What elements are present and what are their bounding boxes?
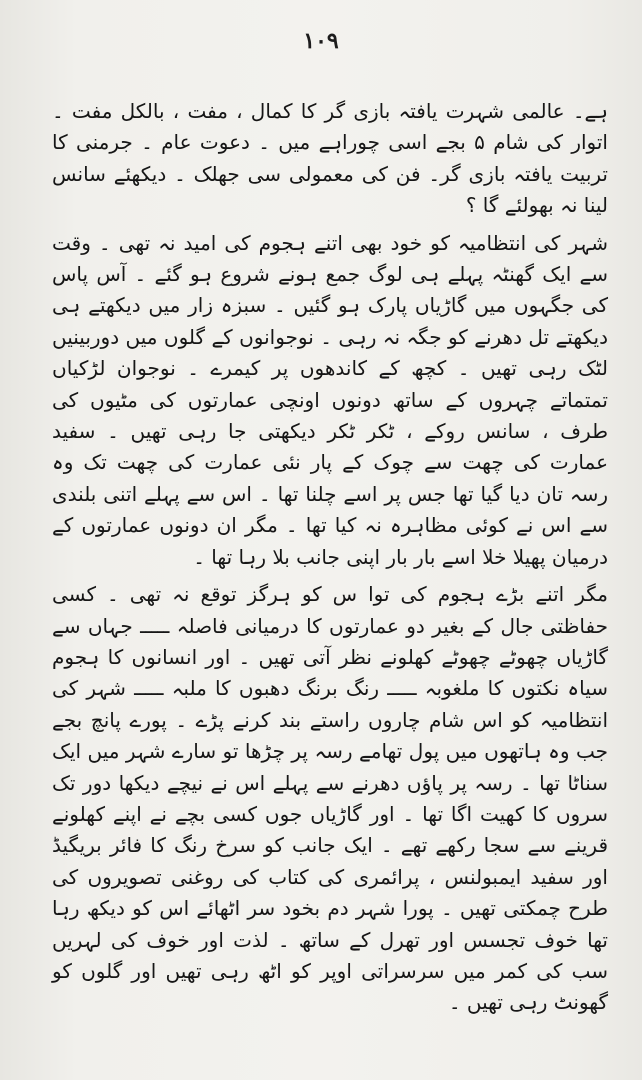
paragraph-1: ہے۔ عالمی شہرت یافتہ بازی گر کا کمال ، مفت ، بالکل مفت ۔ اتوار کی شام ۵ بجے اسی چوراہے میں ۔ دعوت عام ۔ جرمنی کا تربیت یافتہ بازی گر۔ فن کی معمولی سی جھلک ۔ دیکھئے سانس لینا نہ بھولئے گا ؟ (52, 99, 608, 218)
paragraph-2: شہر کی انتظامیہ کو خود بھی اتنے ہجوم کی امید نہ تھی ۔ وقت سے ایک گھنٹہ پہلے ہی لوگ جمع ہونے شروع ہو گئے ۔ آس پاس کی جگہوں میں گاڑیاں پارک ہو گئیں ۔ سبزہ زار میں دیکھتے ہی دیکھتے تل دھرنے کو جگہ نہ رہی ۔ نوجوانوں کے گلوں میں دوربینیں لٹک رہی تھیں ۔ کچھ کے کاندھوں پر کیمرے ۔ نوجوان لڑکیاں تمتماتے چہروں کے ساتھ دونوں اونچی عمارتوں کی مٹیوں کی طرف ، سانس روکے ، ٹکر ٹکر دیکھتی جا رہی تھیں ۔ سفید عمارت کی چھت سے چوک کے پار نئی عمارت کی چھت تک وہ رسہ تان دیا گیا تھا جس پر اسے چلنا تھا ۔ اس سے پہلے اتنی بلندی سے اس نے کوئی مظاہرہ نہ کیا تھا ۔ مگر ان دونوں عمارتوں کے درمیان پھیلا خلا اسے بار بار اپنی جانب بلا رہا تھا ۔ (52, 230, 608, 569)
page-number: ۱۰۹ (303, 28, 339, 54)
page-body (52, 96, 608, 1019)
paragraph-3: مگر اتنے بڑے ہجوم کی توا س کو ہرگز توقع نہ تھی ۔ کسی حفاظتی جال کے بغیر دو عمارتوں کا درمیانی فاصلہ ـــــ جہاں سے گاڑیاں چھوٹے چھوٹے کھلونے نظر آتی تھیں ۔ اور انسانوں کا ہجوم سیاہ نکتوں کا ملغوبہ ـــــ رنگ برنگ دھبوں کا ملبہ ـــــ شہر کی انتظامیہ کو اس شام چاروں راستے بند کرنے پڑے ۔ پورے پانچ بجے جب وہ ہاتھوں میں پول تھامے رسہ پر چڑھا تو سارے شہر میں ایک سناٹا تھا ۔ رسہ پر پاؤں دھرنے سے پہلے اس نے نیچے دیکھا دور تک سروں کا کھیت اگا تھا ۔ اور گاڑیاں جوں کسی بچے نے اپنے کھلونے قرینے سے سجا رکھے تھے ۔ ایک جانب کو سرخ رنگ کا فائر بریگیڈ اور سفید ایمبولنس ، پرائمری کی کتاب کی روغنی تصویروں کی طرح چمکتی تھیں ۔ پورا شہر دم بخود سر اٹھائے اس کو دیکھ رہا تھا خوف تجسس اور تھرل کے ساتھ ۔ لذت اور خوف کی لہریں سب کی کمر میں سرسراتی اوپر کو اٹھ رہی تھیں اور گلوں کو گھونٹ رہی تھیں ۔ (52, 582, 608, 1015)
